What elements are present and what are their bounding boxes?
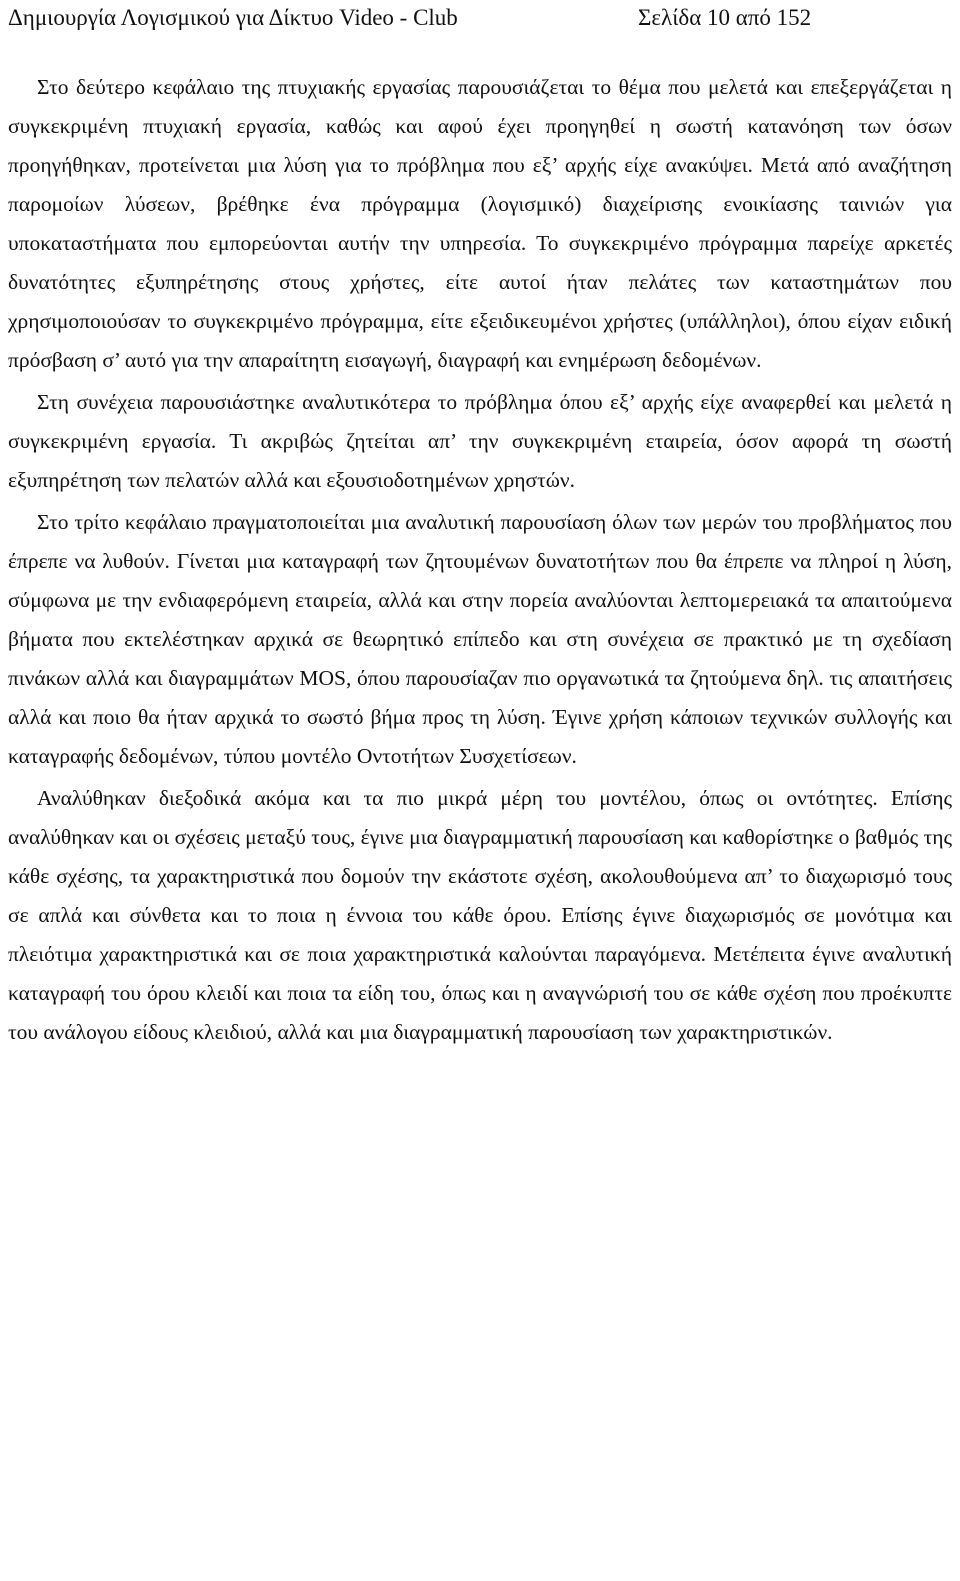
- header-page-number: Σελίδα 10 από 152: [638, 5, 812, 30]
- paragraph: Στη συνέχεια παρουσιάστηκε αναλυτικότερα το πρόβλημα όπου εξ’ αρχής είχε αναφερθεί και μελετά η συγκεκριμένη εργασία. Τι ακριβώς ζητείται απ’ την συγκεκριμένη εταιρεία, όσον αφορά τη σωστή εξυπηρέτηση των πελατών αλλά και εξουσιοδοτημένων χρηστών.: [8, 390, 952, 492]
- paragraph: Στο τρίτο κεφάλαιο πραγματοποιείται μια αναλυτική παρουσίαση όλων των μερών του προβλήματος που έπρεπε να λυθούν. Γίνεται μια καταγραφή των ζητουμένων δυνατοτήτων που θα έπρεπε να πληροί η λύση, σύμφωνα με την ενδιαφερόμενη εταιρεία, αλλά και στην πορεία αναλύονται λεπτομερειακά τα απαιτούμενα βήματα που εκτελέστηκαν αρχικά σε θεωρητικό επίπεδο και στη συνέχεια σε πρακτικό με τη σχεδίαση πινάκων αλλά και διαγραμμάτων MOS, όπου παρουσίαζαν πιο οργανωτικά τα ζητούμενα δηλ. τις απαιτήσεις αλλά και ποιο θα ήταν αρχικά το σωστό βήμα προς τη λύση. Έγινε χρήση κάποιων τεχνικών συλλογής και καταγραφής δεδομένων, τύπου μοντέλο Οντοτήτων Συσχετίσεων.: [8, 510, 952, 768]
- header-title: Δημιουργία Λογισμικού για Δίκτυο Video - Club: [8, 5, 458, 30]
- page-header: [8, 4, 952, 32]
- paragraph: Στο δεύτερο κεφάλαιο της πτυχιακής εργασίας παρουσιάζεται το θέμα που μελετά και επεξεργάζεται η συγκεκριμένη πτυχιακή εργασία, καθώς και αφού έχει προηγηθεί η σωστή κατανόηση των όσων προηγήθηκαν, προτείνεται μια λύση για το πρόβλημα που εξ’ αρχής είχε ανακύψει. Μετά από αναζήτηση παρομοίων λύσεων, βρέθηκε ένα πρόγραμμα (λογισμικό) διαχείρισης ενοικίασης ταινιών για υποκαταστήματα που εμπορεύονται αυτήν την υπηρεσία. Το συγκεκριμένο πρόγραμμα παρείχε αρκετές δυνατότητες εξυπηρέτησης στους χρήστες, είτε αυτοί ήταν πελάτες των καταστημάτων που χρησιμοποιούσαν το συγκεκριμένο πρόγραμμα, είτε εξειδικευμένοι χρήστες (υπάλληλοι), όπου είχαν ειδική πρόσβαση σ’ αυτό για την απαραίτητη εισαγωγή, διαγραφή και ενημέρωση δεδομένων.: [8, 75, 952, 372]
- paragraph: Αναλύθηκαν διεξοδικά ακόμα και τα πιο μικρά μέρη του μοντέλου, όπως οι οντότητες. Επίσης αναλύθηκαν και οι σχέσεις μεταξύ τους, έγινε μια διαγραμματική παρουσίαση και καθορίστηκε ο βαθμός της κάθε σχέσης, τα χαρακτηριστικά που δομούν την εκάστοτε σχέση, ακολουθούμενα απ’ το διαχωρισμό τους σε απλά και σύνθετα και το ποια η έννοια του κάθε όρου. Επίσης έγινε διαχωρισμός σε μονότιμα και πλειότιμα χαρακτηριστικά και σε ποια χαρακτηριστικά καλούνται παραγόμενα. Μετέπειτα έγινε αναλυτική καταγραφή του όρου κλειδί και ποια τα είδη του, όπως και η αναγνώρισή του σε κάθε σχέση που προέκυπτε του ανάλογου είδους κλειδιού, αλλά και μια διαγραμματική παρουσίαση των χαρακτηριστικών.: [8, 786, 952, 1044]
- body-text: [8, 68, 952, 1052]
